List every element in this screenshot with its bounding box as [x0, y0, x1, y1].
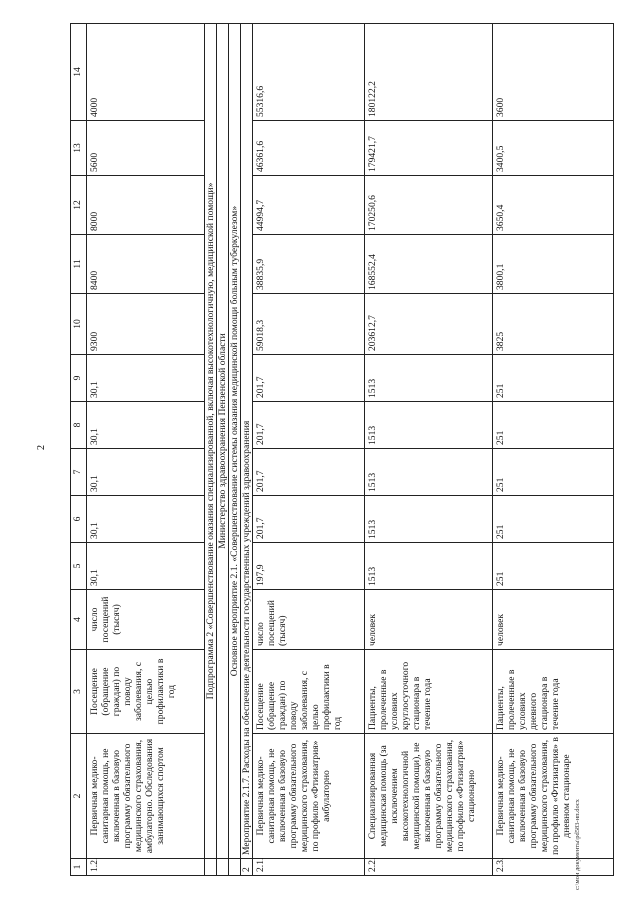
value-cell: 203612,7	[365, 294, 493, 355]
value-cell: 46361,6	[253, 121, 365, 176]
value-cell: 30,1	[87, 496, 205, 543]
header-cell: 4	[71, 590, 87, 650]
section-number: 2	[241, 859, 253, 876]
header-cell: 14	[71, 24, 87, 121]
value-cell: 180122,2	[365, 24, 493, 121]
value-cell: 201,7	[253, 449, 365, 496]
measure-title: Мероприятие 2.1.7. Расходы на обеспечение деятельности государственных учреждений здравоохранения	[241, 24, 253, 859]
header-cell: 2	[71, 734, 87, 859]
table-row	[253, 24, 365, 876]
value-cell: 9300	[87, 294, 205, 355]
budget-table	[70, 23, 614, 876]
value-cell: 30,1	[87, 543, 205, 590]
page-number: 2	[36, 445, 47, 450]
header-cell: 13	[71, 121, 87, 176]
header-cell: 8	[71, 402, 87, 449]
value-cell: 1513	[365, 496, 493, 543]
value-cell: 59018,3	[253, 294, 365, 355]
value-cell: 4000	[87, 24, 205, 121]
value-cell: 1513	[365, 449, 493, 496]
value-cell: 3800,1	[493, 235, 614, 294]
value-cell: 197,9	[253, 543, 365, 590]
table-row	[365, 24, 493, 876]
row-number: 2.2.	[365, 859, 493, 876]
header-cell: 3	[71, 650, 87, 734]
header-cell: 5	[71, 543, 87, 590]
value-cell: 55316,6	[253, 24, 365, 121]
value-cell: 8400	[87, 235, 205, 294]
row-number: 2.1.	[253, 859, 365, 876]
row-unit: человек	[493, 590, 614, 650]
section-row	[229, 24, 241, 876]
value-cell: 3400,5	[493, 121, 614, 176]
value-cell: 251	[493, 449, 614, 496]
value-cell: 3825	[493, 294, 614, 355]
row-name: Первичная медико-санитарная помощь, не включенная в базовую программу обязательного медицинского страхования, амбулаторно. Обследования занимающихся спортом	[87, 734, 205, 859]
value-cell: 30,1	[87, 402, 205, 449]
row-indicator: Пациенты, пролеченные в условиях круглосуточного стационара в течение года	[365, 650, 493, 734]
budget-table-sheet	[70, 23, 614, 876]
row-indicator: Посещение (обращение граждан) по поводу заболевания, с целью профилактики в год	[253, 650, 365, 734]
value-cell: 251	[493, 543, 614, 590]
value-cell: 1513	[365, 355, 493, 402]
header-cell: 1	[71, 859, 87, 876]
row-number: 2.3.	[493, 859, 614, 876]
value-cell: 201,7	[253, 355, 365, 402]
value-cell: 179421,7	[365, 121, 493, 176]
header-cell: 11	[71, 235, 87, 294]
value-cell: 1513	[365, 543, 493, 590]
value-cell: 8000	[87, 176, 205, 235]
header-cell: 9	[71, 355, 87, 402]
value-cell: 201,7	[253, 496, 365, 543]
row-name: Первичная медико-санитарная помощь, не включенная в базовую программу обязательного медицинского страхования, по профилю «Фтизиатрия» в дневном стационаре	[493, 734, 614, 859]
header-cell: 12	[71, 176, 87, 235]
value-cell: 30,1	[87, 355, 205, 402]
row-number: 1.2.	[87, 859, 205, 876]
value-cell: 1513	[365, 402, 493, 449]
value-cell: 3600	[493, 24, 614, 121]
header-cell: 6	[71, 496, 87, 543]
value-cell: 251	[493, 496, 614, 543]
row-unit: число посещений (тысяч)	[87, 590, 205, 650]
row-unit: человек	[365, 590, 493, 650]
table-row	[493, 24, 614, 876]
value-cell: 5600	[87, 121, 205, 176]
value-cell: 3650,4	[493, 176, 614, 235]
header-cell: 7	[71, 449, 87, 496]
section-row	[205, 24, 217, 876]
row-name: Первичная медико-санитарная помощь, не включенная в базовую программу обязательного медицинского страхования, по профилю «Фтизиатрия» амбулаторно	[253, 734, 365, 859]
value-cell: 168552,4	[365, 235, 493, 294]
value-cell: 251	[493, 355, 614, 402]
table-row	[87, 24, 205, 876]
subprogram-title: Подпрограмма 2 «Совершенствование оказания специализированной, включая высокотехнологичную, медицинской помощи»	[205, 24, 217, 859]
value-cell: 201,7	[253, 402, 365, 449]
header-cell: 10	[71, 294, 87, 355]
row-name: Специализированная медицинская помощь (за исключением высокотехнологичной медицинской помощи), не включенная в базовую программу обязательного медицинского страхования, по профилю «Фтизиатрия» стационарно	[365, 734, 493, 859]
value-cell: 170250,6	[365, 176, 493, 235]
value-cell: 38835,9	[253, 235, 365, 294]
ministry-title: Министерство здравоохранения Пензенской области	[217, 24, 229, 859]
header-row	[71, 24, 87, 876]
main-measure-title: Основное мероприятие 2.1. «Совершенствование системы оказания медицинской помощи больным туберкулезом»	[229, 24, 241, 859]
value-cell: 251	[493, 402, 614, 449]
section-row	[241, 24, 253, 876]
section-row	[217, 24, 229, 876]
row-indicator: Пациенты, пролеченные в условиях дневного стационара в течение года	[493, 650, 614, 734]
footer-file-path: c:\мои документы\pd583-нп.docx	[574, 799, 581, 890]
value-cell: 44994,7	[253, 176, 365, 235]
row-unit: число посещений (тысяч)	[253, 590, 365, 650]
row-indicator: Посещение (обращение граждан) по поводу заболевания, с целью профилактики в год	[87, 650, 205, 734]
value-cell: 30,1	[87, 449, 205, 496]
